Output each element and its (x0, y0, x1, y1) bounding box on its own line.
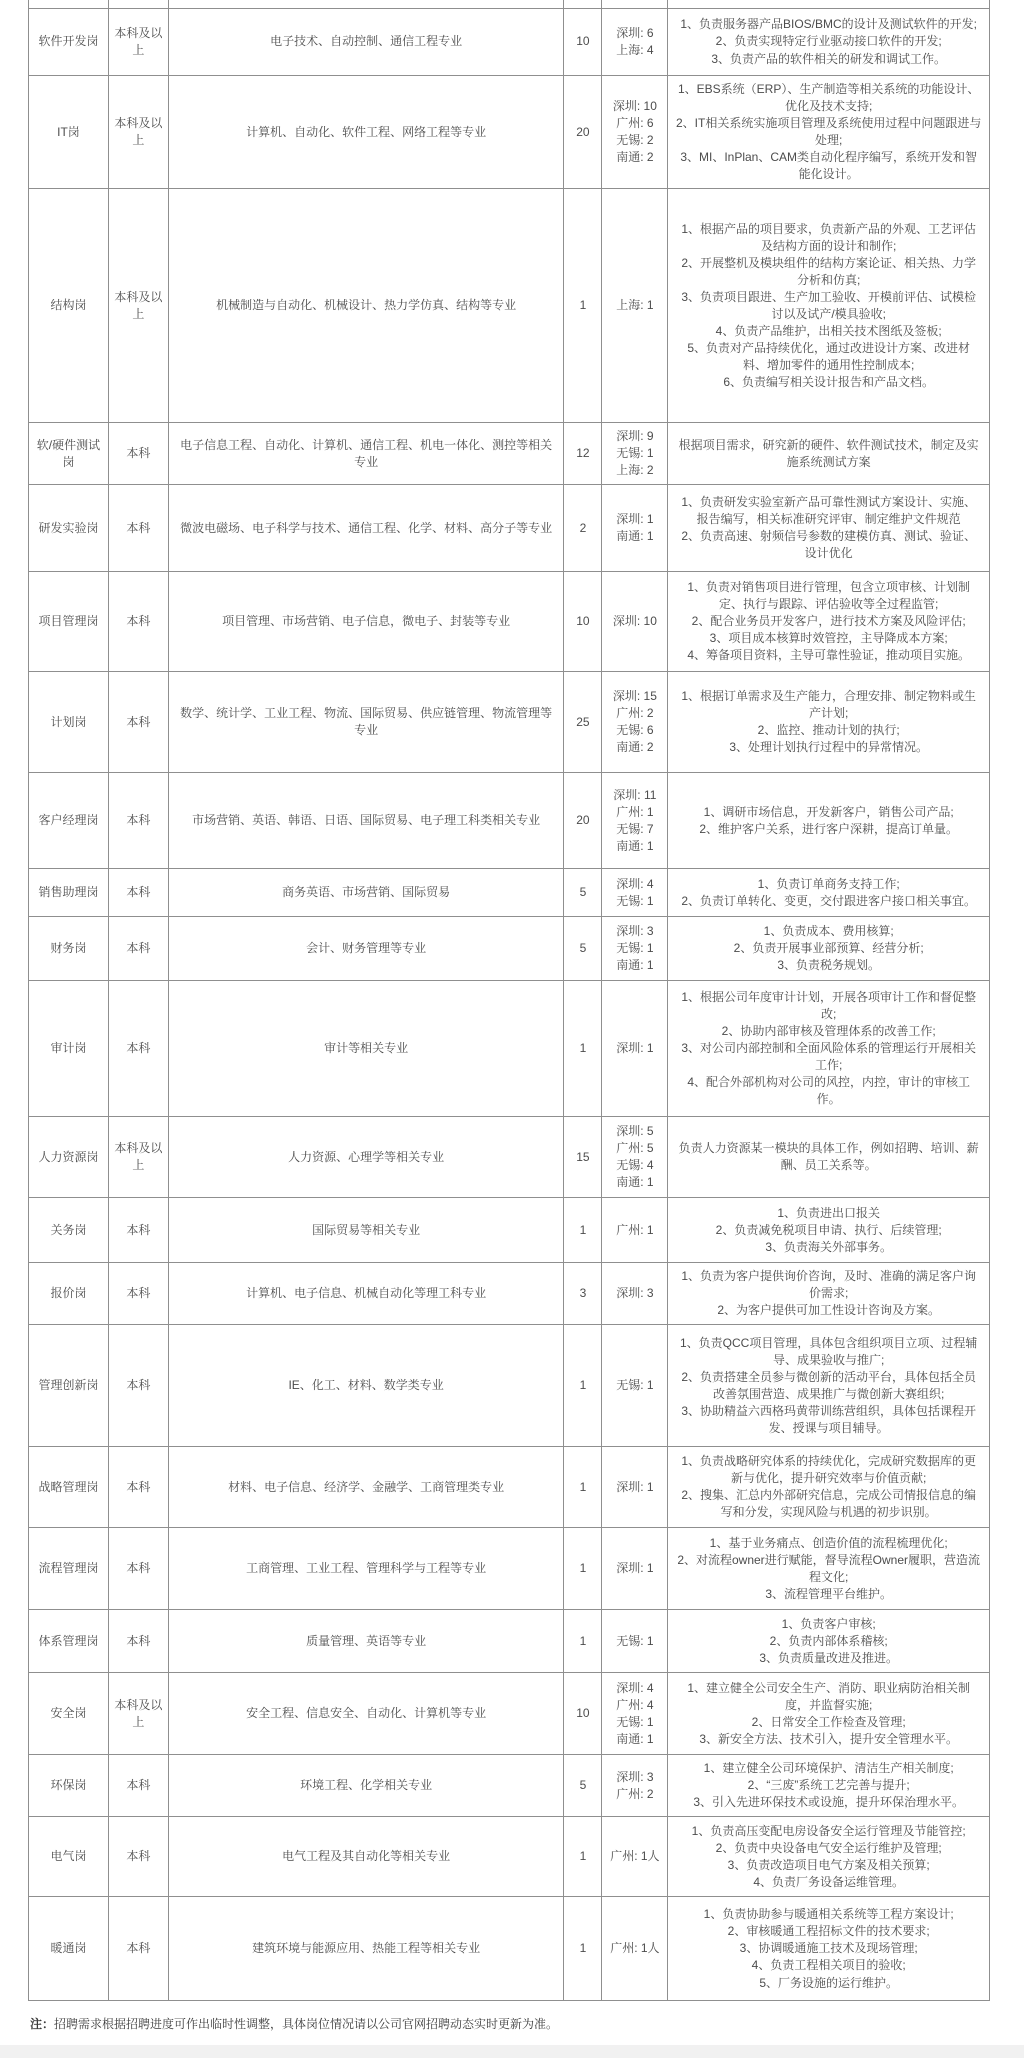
headcount-cell: 1 (564, 1817, 602, 1897)
locations-cell (602, 1325, 668, 1447)
headcount-cell: 1 (564, 981, 602, 1117)
duty-line: 5、负责对产品持续优化，通过改进设计方案、改进材料、增加零件的通用性控制成本; (687, 340, 971, 372)
table-row (29, 672, 990, 773)
duties-cell (668, 1117, 990, 1198)
headcount-cell: 2 (564, 485, 602, 572)
duty-line: 4、筹备项目资料，主导可靠性验证，推动项目实施。 (687, 648, 971, 663)
majors-cell: 项目管理、市场营销、电子信息，微电子、封装等专业 (169, 572, 565, 672)
position-cell: 流程管理岗 (29, 1528, 109, 1610)
table-row (29, 981, 990, 1117)
duty-line: 1、负责高压变配电房设备安全运行管理及节能管控; (691, 1823, 966, 1838)
majors-cell: 机械制造与自动化、机械设计、热力学仿真、结构等专业 (169, 189, 565, 423)
education-cell: 本科 (109, 1755, 169, 1817)
duties-cell (668, 981, 990, 1117)
location-line: 无锡: 2 (616, 133, 654, 148)
duty-line: 2、“三废”系统工艺完善与提升; (747, 1778, 910, 1793)
duty-line: 负责人力资源某一模块的具体工作，例如招聘、培训、薪酬、员工关系等。 (678, 1141, 979, 1173)
duties-cell (668, 1817, 990, 1897)
duty-line: 2、监控、推动计划的执行; (757, 723, 900, 738)
duty-line: 2、IT相关系统实施项目管理及系统使用过程中问题跟进与处理; (676, 116, 982, 148)
duty-line: 3、负责改造项目电气方案及相关预算; (727, 1857, 930, 1872)
duty-line: 1、根据产品的项目要求，负责新产品的外观、工艺评估及结构方面的设计和制作; (681, 221, 977, 253)
location-line: 上海: 4 (616, 43, 654, 57)
headcount-cell: 1 (564, 1610, 602, 1673)
locations-cell (602, 773, 668, 869)
table-row (29, 1528, 990, 1610)
location-line: 深圳: 1 (616, 1479, 654, 1494)
duty-line: 3、负责项目跟进、生产加工验收、开模前评估、试模检讨以及试产/模具验收; (681, 289, 977, 321)
education-cell: 本科 (109, 1198, 169, 1263)
majors-cell (169, 0, 565, 9)
duties-cell (668, 0, 990, 9)
headcount-cell: 25 (564, 672, 602, 773)
duty-line: 3、项目成本核算时效管控，主导降成本方案; (709, 631, 948, 646)
duty-line: 2、负责搭建全员参与微创新的活动平台，具体包括全员改善氛围营造、成果推广与微创新大赛组织; (681, 1369, 977, 1401)
education-cell: 本科 (109, 1897, 169, 2001)
location-line: 南通: 2 (616, 740, 654, 755)
position-cell: 环保岗 (29, 1755, 109, 1817)
location-line: 广州: 4 (616, 1697, 654, 1712)
position-cell: 财务岗 (29, 917, 109, 981)
position-cell: 战略管理岗 (29, 1447, 109, 1528)
majors-cell: 人力资源、心理学等相关专业 (169, 1117, 565, 1198)
position-cell: 软件开发岗 (29, 9, 109, 76)
table-row (29, 1117, 990, 1198)
duty-line: 3、负责海关外部事务。 (765, 1239, 893, 1254)
duty-line: 2、负责订单转化、变更，交付跟进客户接口相关事宜。 (681, 893, 977, 908)
duties-cell (668, 1897, 990, 2001)
majors-cell: 微波电磁场、电子科学与技术、通信工程、化学、材料、高分子等专业 (169, 485, 565, 572)
duty-line: 3、负责税务规划。 (777, 958, 881, 973)
duties-cell (668, 869, 990, 917)
location-line: 上海: 2 (616, 463, 654, 478)
duty-line: 3、对公司内部控制和全面风险体系的管理运行开展相关工作; (681, 1041, 977, 1073)
duty-line: 1、负责对销售项目进行管理，包含立项审核、计划制定、执行与跟踪、评估验收等全过程监管; (687, 580, 971, 612)
table-row (29, 76, 990, 189)
duty-line: 1、调研市场信息，开发新客户，销售公司产品; (703, 804, 954, 819)
table-row (29, 572, 990, 672)
duties-cell (668, 572, 990, 672)
duty-line: 2、搜集、汇总内外部研究信息，完成公司情报信息的编写和分发，实现风险与机遇的初步识别。 (681, 1488, 977, 1520)
majors-cell: 商务英语、市场营销、国际贸易 (169, 869, 565, 917)
duty-line: 1、负责研发实验室新产品可靠性测试方案设计、实施、报告编写，相关标准研究评审、制定维护文件规范 (681, 495, 977, 527)
locations-cell (602, 1117, 668, 1198)
location-line: 广州: 1人 (610, 1849, 660, 1864)
duty-line: 1、负责为客户提供询价咨询，及时、准确的满足客户询价需求; (681, 1269, 977, 1301)
location-line: 深圳: 3 (616, 1286, 654, 1301)
duty-line: 1、负责客户审核; (781, 1616, 876, 1631)
locations-cell (602, 1528, 668, 1610)
headcount-cell: 1 (564, 1447, 602, 1528)
position-cell: 报价岗 (29, 1263, 109, 1325)
location-line: 深圳: 4 (616, 1680, 654, 1695)
table-row (29, 423, 990, 485)
education-cell: 本科 (109, 1263, 169, 1325)
education-cell: 本科 (109, 1447, 169, 1528)
education-cell (109, 0, 169, 9)
headcount-cell: 3 (564, 1263, 602, 1325)
position-cell: 研发实验岗 (29, 485, 109, 572)
table-row (29, 1325, 990, 1447)
majors-cell: IE、化工、材料、数学类专业 (169, 1325, 565, 1447)
location-line: 深圳: 5 (616, 1124, 654, 1139)
location-line: 无锡: 1 (616, 1633, 654, 1648)
duty-line: 2、审核暖通工程招标文件的技术要求; (727, 1924, 930, 1939)
duties-cell (668, 9, 990, 76)
education-cell: 本科 (109, 917, 169, 981)
table-row (29, 1198, 990, 1263)
location-line: 无锡: 4 (616, 1158, 654, 1173)
headcount-cell: 1 (564, 189, 602, 423)
location-line: 无锡: 1 (616, 893, 654, 908)
table-row (29, 1755, 990, 1817)
duties-cell (668, 485, 990, 572)
majors-cell: 国际贸易等相关专业 (169, 1198, 565, 1263)
duties-cell (668, 773, 990, 869)
location-line: 南通: 1 (616, 1731, 654, 1746)
headcount-cell: 1 (564, 1325, 602, 1447)
location-line: 广州: 1 (616, 804, 654, 819)
footer-bar (0, 2045, 1024, 2058)
duty-line: 1、根据公司年度审计计划，开展各项审计工作和督促整改; (681, 990, 977, 1022)
table-row (29, 773, 990, 869)
position-cell: 关务岗 (29, 1198, 109, 1263)
table-row (29, 1817, 990, 1897)
table-row (29, 1897, 990, 2001)
table-row (29, 485, 990, 572)
locations-cell (602, 189, 668, 423)
locations-cell (602, 1673, 668, 1755)
job-table (28, 0, 990, 2001)
table-row (29, 1610, 990, 1673)
education-cell: 本科及以上 (109, 76, 169, 189)
position-cell: 结构岗 (29, 189, 109, 423)
headcount-cell (564, 0, 602, 9)
headcount-cell: 5 (564, 917, 602, 981)
headcount-cell: 1 (564, 1897, 602, 2001)
position-cell: 客户经理岗 (29, 773, 109, 869)
duty-line: 3、MI、InPlan、CAM类自动化程序编写，系统开发和智能化设计。 (680, 150, 978, 182)
duty-line: 1、基于业务痛点、创造价值的流程梳理优化; (709, 1535, 948, 1550)
headcount-cell: 1 (564, 1198, 602, 1263)
locations-cell (602, 869, 668, 917)
education-cell: 本科 (109, 485, 169, 572)
locations-cell (602, 981, 668, 1117)
position-cell: IT岗 (29, 76, 109, 189)
duties-cell (668, 917, 990, 981)
locations-cell (602, 485, 668, 572)
location-line: 深圳: 11 (613, 787, 657, 802)
locations-cell (602, 423, 668, 485)
headcount-cell: 10 (564, 572, 602, 672)
table-row (29, 869, 990, 917)
duties-cell (668, 76, 990, 189)
location-line: 深圳: 6 (616, 25, 654, 40)
majors-cell: 电子技术、自动控制、通信工程专业 (169, 9, 565, 76)
location-line: 深圳: 10 (612, 99, 657, 114)
position-cell: 人力资源岗 (29, 1117, 109, 1198)
headcount-cell: 15 (564, 1117, 602, 1198)
duty-line: 1、根据订单需求及生产能力，合理安排、制定物料或生产计划; (681, 689, 977, 721)
location-line: 深圳: 1 (616, 1041, 654, 1056)
headcount-cell: 20 (564, 76, 602, 189)
duty-line: 1、建立健全公司安全生产、消防、职业病防治相关制度，并监督实施; (687, 1680, 971, 1712)
duty-line: 4、配合外部机构对公司的风控，内控，审计的审核工作。 (687, 1075, 971, 1107)
table-row (29, 1447, 990, 1528)
duty-line: 1、负责QCC项目管理，具体包含组织项目立项、过程辅导、成果验收与推广; (680, 1335, 978, 1367)
position-cell: 安全岗 (29, 1673, 109, 1755)
headcount-cell: 1 (564, 1528, 602, 1610)
education-cell: 本科 (109, 423, 169, 485)
duty-line: 3、处理计划执行过程中的异常情况。 (729, 740, 929, 755)
position-cell: 管理创新岗 (29, 1325, 109, 1447)
location-line: 广州: 2 (616, 706, 654, 721)
locations-cell (602, 1817, 668, 1897)
footnote-prefix: 注： (30, 2017, 55, 2032)
position-cell: 审计岗 (29, 981, 109, 1117)
location-line: 深圳: 3 (616, 924, 654, 939)
location-line: 南通: 1 (616, 529, 654, 544)
duties-cell (668, 1610, 990, 1673)
position-cell: 计划岗 (29, 672, 109, 773)
headcount-cell: 10 (564, 1673, 602, 1755)
location-line: 无锡: 1 (616, 446, 654, 461)
headcount-cell: 20 (564, 773, 602, 869)
locations-cell (602, 572, 668, 672)
duty-line: 3、引入先进环保技术或设施，提升环保治理水平。 (693, 1795, 965, 1810)
duty-line: 4、负责产品维护，出相关技术图纸及签板; (715, 323, 942, 338)
duty-line: 2、对流程owner进行赋能，督导流程Owner履职，营造流程文化; (677, 1552, 981, 1584)
position-cell: 体系管理岗 (29, 1610, 109, 1673)
education-cell: 本科 (109, 1528, 169, 1610)
education-cell: 本科及以上 (109, 1673, 169, 1755)
duty-line: 2、负责内部体系稽核; (769, 1633, 888, 1648)
duties-cell (668, 1198, 990, 1263)
location-line: 深圳: 4 (616, 876, 654, 891)
duties-cell (668, 189, 990, 423)
location-line: 广州: 6 (616, 116, 654, 131)
duty-line: 1、负责成本、费用核算; (763, 924, 894, 939)
majors-cell: 电气工程及其自动化等相关专业 (169, 1817, 565, 1897)
duty-line: 4、负责厂务设备运维管理。 (753, 1875, 905, 1889)
location-line: 广州: 1 (616, 1222, 654, 1237)
locations-cell (602, 1755, 668, 1817)
duty-line: 根据项目需求，研究新的硬件、软件测试技术，制定及实施系统测试方案 (678, 437, 979, 469)
duty-line: 2、维护客户关系，进行客户深耕，提高订单量。 (699, 821, 959, 836)
majors-cell: 建筑环境与能源应用、热能工程等相关专业 (169, 1897, 565, 2001)
majors-cell: 质量管理、英语等专业 (169, 1610, 565, 1673)
location-line: 广州: 1人 (610, 1941, 660, 1956)
locations-cell (602, 1447, 668, 1528)
location-line: 南通: 2 (616, 150, 654, 165)
majors-cell: 环境工程、化学相关专业 (169, 1755, 565, 1817)
location-line: 无锡: 1 (616, 1378, 654, 1393)
headcount-cell: 10 (564, 9, 602, 76)
table-row (29, 9, 990, 76)
position-cell: 电气岗 (29, 1817, 109, 1897)
locations-cell (602, 1610, 668, 1673)
location-line: 深圳: 1 (616, 1561, 654, 1576)
education-cell: 本科及以上 (109, 189, 169, 423)
majors-cell: 材料、电子信息、经济学、金融学、工商管理类专业 (169, 1447, 565, 1528)
duty-line: 5、厂务设施的运行维护。 (759, 1975, 899, 1990)
duty-line: 1、负责协助参与暖通相关系统等工程方案设计; (703, 1907, 954, 1922)
education-cell: 本科及以上 (109, 1117, 169, 1198)
duty-line: 1、EBS系统（ERP）、生产制造等相关系统的功能设计、优化及技术支持; (677, 82, 980, 114)
duty-line: 1、负责进出口报关 (777, 1205, 881, 1220)
duty-line: 3、协调暖通施工技术及现场管理; (739, 1941, 918, 1956)
location-line: 南通: 1 (616, 958, 654, 973)
location-line: 南通: 1 (616, 838, 654, 853)
education-cell: 本科及以上 (109, 9, 169, 76)
duties-cell (668, 1755, 990, 1817)
table-row (29, 189, 990, 423)
duty-line: 3、新安全方法、技术引入，提升安全管理水平。 (699, 1731, 959, 1746)
position-cell: 销售助理岗 (29, 869, 109, 917)
duty-line: 3、流程管理平台维护。 (765, 1586, 893, 1601)
location-line: 深圳: 1 (616, 512, 654, 527)
majors-cell: 会计、财务管理等专业 (169, 917, 565, 981)
duties-cell (668, 1673, 990, 1755)
education-cell: 本科 (109, 1610, 169, 1673)
location-line: 深圳: 3 (616, 1769, 654, 1784)
education-cell: 本科 (109, 672, 169, 773)
duty-line: 2、开展整机及模块组件的结构方案论证、相关热、力学分析和仿真; (681, 255, 977, 287)
locations-cell (602, 0, 668, 9)
table-row (29, 917, 990, 981)
education-cell: 本科 (109, 1325, 169, 1447)
location-line: 无锡: 1 (616, 941, 654, 956)
majors-cell: 工商管理、工业工程、管理科学与工程等专业 (169, 1528, 565, 1610)
majors-cell: 计算机、自动化、软件工程、网络工程等专业 (169, 76, 565, 189)
footnote-text: 招聘需求根据招聘进度可作出临时性调整，具体岗位情况请以公司官网招聘动态实时更新为准。 (54, 2017, 559, 2032)
partial-row-top (29, 0, 990, 9)
location-line: 深圳: 15 (612, 689, 657, 704)
duty-line: 3、负责产品的软件相关的研发和调试工作。 (711, 51, 947, 66)
duties-cell (668, 1447, 990, 1528)
location-line: 南通: 1 (616, 1175, 654, 1190)
duty-line: 2、配合业务员开发客户，进行技术方案及风险评估; (691, 614, 966, 629)
duty-line: 3、负责质量改进及推进。 (759, 1650, 899, 1665)
position-cell (29, 0, 109, 9)
duty-line: 4、负责工程相关项目的验收; (751, 1958, 906, 1973)
location-line: 深圳: 10 (612, 614, 657, 629)
majors-cell: 审计等相关专业 (169, 981, 565, 1117)
education-cell: 本科 (109, 981, 169, 1117)
majors-cell: 安全工程、信息安全、自动化、计算机等专业 (169, 1673, 565, 1755)
locations-cell (602, 9, 668, 76)
majors-cell: 市场营销、英语、韩语、日语、国际贸易、电子理工科类相关专业 (169, 773, 565, 869)
education-cell: 本科 (109, 773, 169, 869)
location-line: 广州: 2 (616, 1786, 654, 1801)
locations-cell (602, 1897, 668, 2001)
headcount-cell: 5 (564, 869, 602, 917)
duty-line: 6、负责编写相关设计报告和产品文档。 (723, 374, 935, 389)
location-line: 无锡: 6 (616, 723, 654, 738)
duty-line: 2、为客户提供可加工性设计咨询及方案。 (717, 1303, 941, 1318)
education-cell: 本科 (109, 1817, 169, 1897)
duty-line: 2、负责高速、射频信号参数的建模仿真、测试、验证、设计优化 (681, 529, 977, 561)
location-line: 无锡: 1 (616, 1714, 654, 1729)
location-line: 上海: 1 (616, 298, 654, 313)
location-line: 深圳: 9 (616, 429, 654, 444)
locations-cell (602, 672, 668, 773)
duty-line: 2、负责减免税项目申请、执行、后续管理; (715, 1222, 942, 1237)
position-cell: 暖通岗 (29, 1897, 109, 2001)
locations-cell (602, 1263, 668, 1325)
duty-line: 1、负责服务器产品BIOS/BMC的设计及测试软件的开发; (680, 17, 978, 32)
duty-line: 1、负责订单商务支持工作; (757, 876, 900, 891)
education-cell: 本科 (109, 869, 169, 917)
locations-cell (602, 1198, 668, 1263)
education-cell: 本科 (109, 572, 169, 672)
duty-line: 1、建立健全公司环境保护、清洁生产相关制度; (703, 1761, 954, 1776)
location-line: 广州: 5 (616, 1141, 654, 1156)
location-line: 无锡: 7 (616, 821, 654, 836)
table-row (29, 1263, 990, 1325)
position-cell: 软/硬件测试岗 (29, 423, 109, 485)
position-cell: 项目管理岗 (29, 572, 109, 672)
duty-line: 2、负责中央设备电气安全运行维护及管理; (715, 1840, 942, 1855)
duties-cell (668, 423, 990, 485)
duty-line: 2、日常安全工作检查及管理; (751, 1714, 906, 1729)
duty-line: 3、协助精益六西格玛黄带训练营组织，具体包括课程开发、授课与项目辅导。 (681, 1403, 977, 1435)
majors-cell: 数学、统计学、工业工程、物流、国际贸易、供应链管理、物流管理等专业 (169, 672, 565, 773)
majors-cell: 计算机、电子信息、机械自动化等理工科专业 (169, 1263, 565, 1325)
duties-cell (668, 672, 990, 773)
duty-line: 2、负责实现特定行业驱动接口软件的开发; (715, 34, 942, 49)
locations-cell (602, 917, 668, 981)
duties-cell (668, 1263, 990, 1325)
locations-cell (602, 76, 668, 189)
headcount-cell: 5 (564, 1755, 602, 1817)
duties-cell (668, 1325, 990, 1447)
duty-line: 2、协助内部审核及管理体系的改善工作; (721, 1024, 936, 1039)
duties-cell (668, 1528, 990, 1610)
duty-line: 2、负责开展事业部预算、经营分析; (733, 941, 924, 956)
duty-line: 1、负责战略研究体系的持续优化，完成研究数据库的更新与优化，提升研究效率与价值贡献; (681, 1454, 977, 1486)
majors-cell: 电子信息工程、自动化、计算机、通信工程、机电一体化、测控等相关专业 (169, 423, 565, 485)
headcount-cell: 12 (564, 423, 602, 485)
table-row (29, 1673, 990, 1755)
